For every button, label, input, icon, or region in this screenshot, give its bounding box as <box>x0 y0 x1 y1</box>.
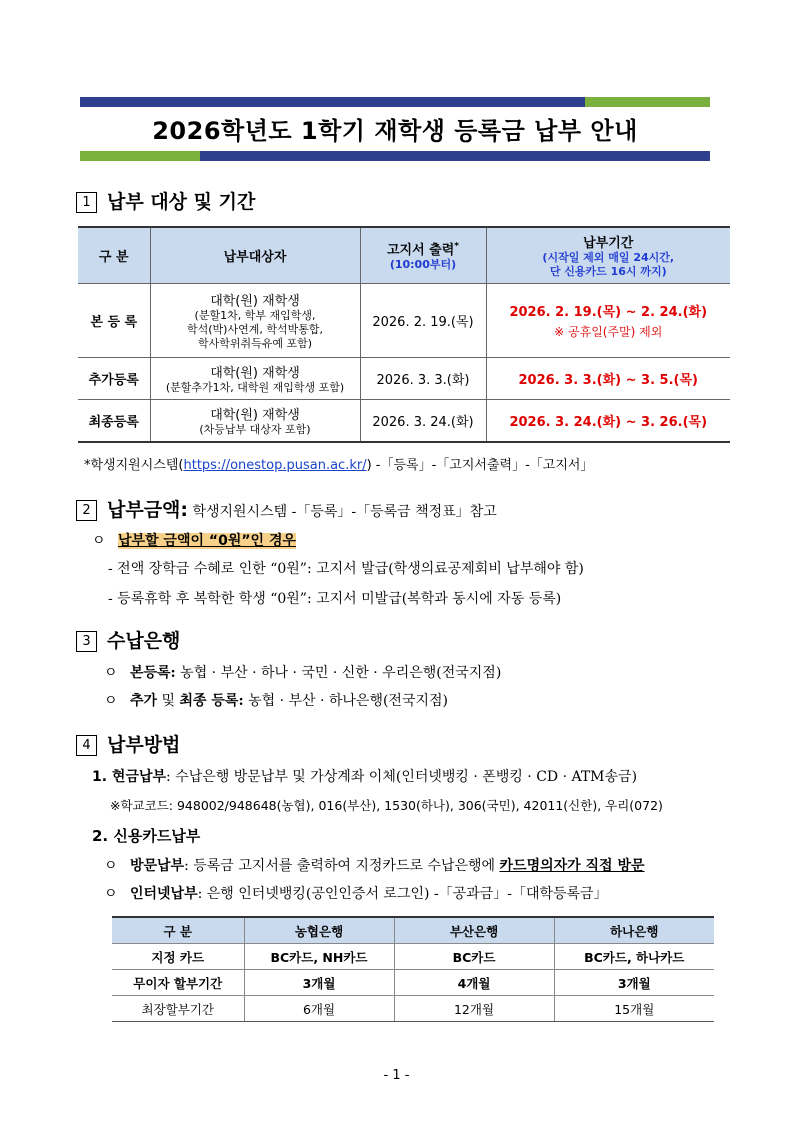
target-sub: (분할1차, 학부 재입학생, <box>194 308 316 322</box>
bank-text: 농협 · 부산 · 하나 · 국민 · 신한 · 우리은행(전국지점) <box>175 665 502 681</box>
internet-text: : 은행 인터넷뱅킹(공인인증서 로그인) -「공과금」-「대학등록금」 <box>197 886 608 902</box>
row-division: 본 등 록 <box>78 283 150 357</box>
header-period <box>486 227 730 283</box>
header-print <box>360 227 486 283</box>
section-title-rest: 학생지원시스템 -「등록」-「등록금 책정표」참고 <box>188 504 497 520</box>
title-bar-bottom <box>80 151 710 161</box>
table-cell: 15개월 <box>554 996 714 1022</box>
table-cell: 최장할부기간 <box>112 996 244 1022</box>
table-row <box>112 996 714 1022</box>
table-cell: 3개월 <box>554 970 714 996</box>
payment-period-table <box>78 226 730 443</box>
target-main: 대학(원) 재학생 <box>210 407 300 423</box>
section-3-heading <box>76 629 180 653</box>
table-cell: 12개월 <box>394 996 554 1022</box>
title-bar-navy <box>200 151 710 161</box>
zero-case-title: 납부할 금액이 “0원”인 경우 <box>117 533 296 549</box>
header-print-label: 고지서 출력 <box>386 242 455 258</box>
page-title: 2026학년도 1학기 재학생 등록금 납부 안내 <box>152 117 638 145</box>
period-range: 2026. 3. 3.(화) ~ 3. 5.(목) <box>486 357 730 399</box>
bullet-icon: ㅇ <box>104 886 118 902</box>
card-installment-table <box>112 916 714 1022</box>
row-division: 최종등록 <box>78 399 150 442</box>
target-main: 대학(원) 재학생 <box>210 365 300 381</box>
system-path-note <box>84 456 593 476</box>
header-period-label: 납부기간 <box>583 235 634 251</box>
section-number: 4 <box>76 735 97 756</box>
period-range: 2026. 2. 19.(목) ~ 2. 24.(화) <box>509 304 708 320</box>
row-period <box>486 283 730 357</box>
section-number: 2 <box>76 500 97 521</box>
bank-and: 및 <box>157 693 180 709</box>
title-bar-green <box>80 151 200 161</box>
note-prefix: *학생지원시스템( <box>84 458 184 473</box>
bullet-icon: ㅇ <box>104 858 118 874</box>
footnote-mark: * <box>454 241 460 252</box>
bank-label: 본등록: <box>129 665 176 681</box>
table-row <box>112 970 714 996</box>
onestop-link[interactable]: https://onestop.pusan.ac.kr/ <box>183 458 367 473</box>
table-cell: BC카드, NH카드 <box>244 944 394 970</box>
title-bar-green <box>585 97 710 107</box>
table-row <box>78 283 730 357</box>
cash-payment <box>92 767 637 787</box>
cash-text: : 수납은행 방문납부 및 가상계좌 이체(인터넷뱅킹 · 폰뱅킹 · CD · ATM송금) <box>166 769 638 785</box>
table-header-row <box>78 227 730 283</box>
section-2-heading <box>76 498 497 524</box>
header-target: 납부대상자 <box>150 227 360 283</box>
section-number: 1 <box>76 192 97 213</box>
bank-list-extra <box>104 691 448 711</box>
title-bar-navy <box>80 97 585 107</box>
table-row <box>112 944 714 970</box>
bank-text: 농협 · 부산 · 하나은행(전국지점) <box>243 693 448 709</box>
table-cell: 무이자 할부기간 <box>112 970 244 996</box>
visit-text: : 등록금 고지서를 출력하여 지정카드로 수납은행에 <box>184 858 500 874</box>
header-cell: 구 분 <box>112 917 244 944</box>
row-target <box>150 283 360 357</box>
table-header-row <box>112 917 714 944</box>
visit-payment <box>104 856 645 876</box>
row-target <box>150 399 360 442</box>
bullet-icon: ㅇ <box>104 693 118 709</box>
target-main: 대학(원) 재학생 <box>210 293 300 309</box>
bank-label: 추가 <box>129 693 158 709</box>
period-range: 2026. 3. 24.(화) ~ 3. 26.(목) <box>486 399 730 442</box>
section-title: 납부금액: <box>107 499 189 521</box>
header-cell: 부산은행 <box>394 917 554 944</box>
header-period-sub: 단 신용카드 16시 까지) <box>549 264 667 278</box>
row-print-date: 2026. 3. 24.(화) <box>360 399 486 442</box>
school-code-note: ※학교코드: 948002/948648(농협), 016(부산), 1530(하나), 306(국민), 42011(신한), 우리(072) <box>110 798 663 813</box>
header-cell: 하나은행 <box>554 917 714 944</box>
page-number: - 1 - <box>383 1068 410 1083</box>
table-cell: 지정 카드 <box>112 944 244 970</box>
section-1-heading <box>76 190 255 214</box>
card-payment-heading: 2. 신용카드납부 <box>92 827 201 845</box>
list-item: - 전액 장학금 수혜로 인한 “0원”: 고지서 발급(학생의료공제회비 납부해야 함) <box>108 561 584 577</box>
table-row <box>78 357 730 399</box>
target-sub: 학사학위취득유예 포함) <box>197 336 313 350</box>
row-target <box>150 357 360 399</box>
visit-label: 방문납부 <box>129 858 185 874</box>
target-sub: (차등납부 대상자 포함) <box>199 422 311 436</box>
table-row <box>78 399 730 442</box>
header-print-sub: (10:00부터) <box>389 257 457 271</box>
internet-payment <box>104 884 608 904</box>
table-cell: 4개월 <box>394 970 554 996</box>
target-sub: (분할추가1차, 대학원 재입학생 포함) <box>165 380 345 394</box>
title-bar-top <box>80 97 710 107</box>
zero-amount-case <box>92 531 296 551</box>
header-period-sub: (시작일 제외 매일 24시간, <box>542 250 675 264</box>
bank-list-main <box>104 663 501 683</box>
list-item: - 등록휴학 후 복학한 학생 “0원”: 고지서 미발급(복학과 동시에 자동 등록) <box>108 591 562 607</box>
cash-label: 1. 현금납부 <box>92 769 167 785</box>
section-title: 납부방법 <box>107 734 181 756</box>
section-number: 3 <box>76 631 97 652</box>
section-title: 수납은행 <box>107 630 181 652</box>
row-division: 추가등록 <box>78 357 150 399</box>
row-print-date: 2026. 3. 3.(화) <box>360 357 486 399</box>
period-note: ※ 공휴일(주말) 제외 <box>554 324 663 339</box>
table-cell: BC카드, 하나카드 <box>554 944 714 970</box>
visit-emphasis: 카드명의자가 직접 방문 <box>499 858 645 874</box>
bank-label: 최종 등록: <box>179 693 244 709</box>
note-suffix: ) -「등록」-「고지서출력」-「고지서」 <box>366 458 594 473</box>
target-sub: 학석(박)사연계, 학석박통합, <box>187 322 323 336</box>
header-cell: 농협은행 <box>244 917 394 944</box>
row-print-date: 2026. 2. 19.(목) <box>360 283 486 357</box>
bullet-icon: ㅇ <box>104 665 118 681</box>
section-title: 납부 대상 및 기간 <box>107 191 256 213</box>
internet-label: 인터넷납부 <box>129 886 198 902</box>
table-cell: 3개월 <box>244 970 394 996</box>
table-cell: 6개월 <box>244 996 394 1022</box>
table-cell: BC카드 <box>394 944 554 970</box>
bullet-icon: ㅇ <box>92 533 106 549</box>
header-division: 구 분 <box>78 227 150 283</box>
section-4-heading <box>76 733 180 757</box>
